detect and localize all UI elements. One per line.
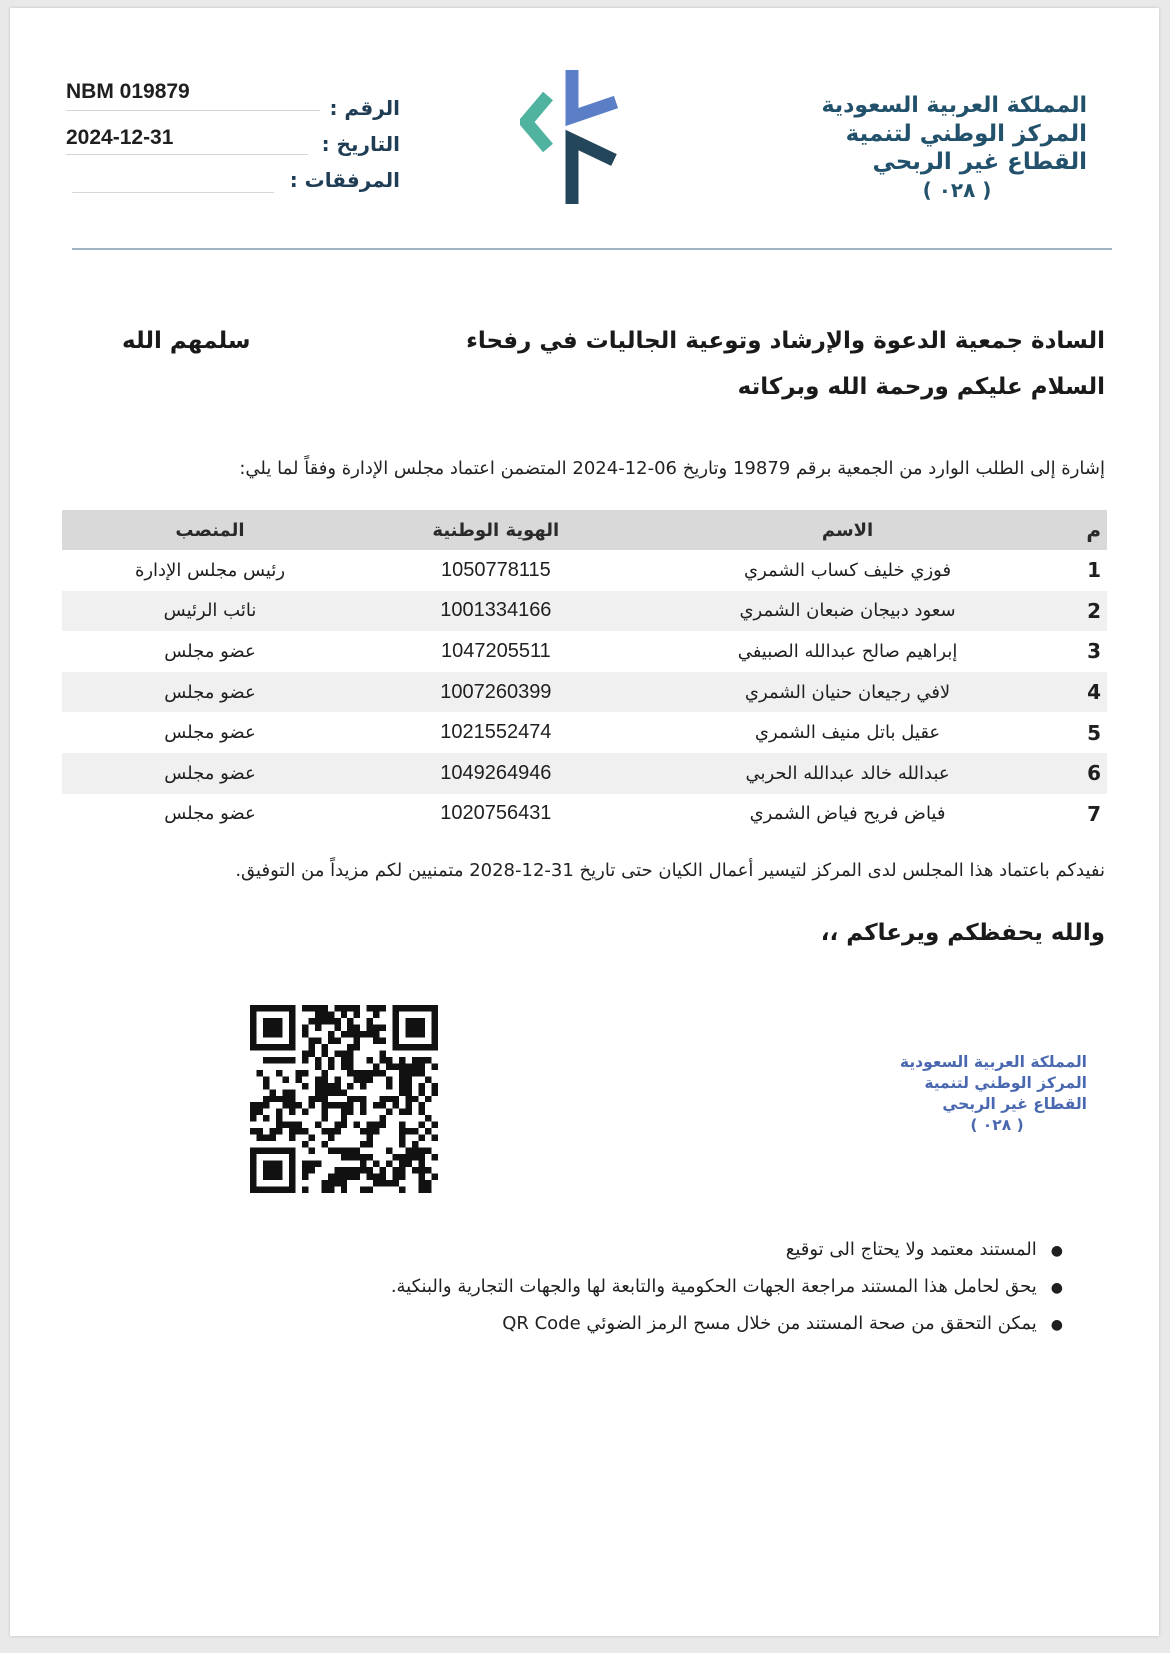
row-position: عضو مجلس bbox=[62, 753, 358, 794]
row-position: رئيس مجلس الإدارة bbox=[134, 559, 286, 581]
org-line-3: القطاع غير الربحي bbox=[872, 149, 1087, 175]
table-row bbox=[62, 591, 1107, 632]
col-header-idx: م bbox=[1061, 510, 1107, 550]
list-item bbox=[391, 1232, 1063, 1269]
note-text: المستند معتمد ولا يحتاج الى توقيع bbox=[785, 1239, 1037, 1260]
note-text: يمكن التحقق من صحة المستند من خلال مسح الرمز الضوئي QR Code bbox=[502, 1313, 1037, 1334]
meta-block bbox=[10, 68, 400, 208]
col-header-name: الاسم bbox=[634, 510, 1062, 550]
qr-code-icon[interactable] bbox=[250, 1004, 438, 1194]
row-name: فياض فريح فياض الشمري bbox=[749, 803, 946, 825]
org-name-block bbox=[767, 92, 1087, 204]
attachments-underline bbox=[72, 192, 274, 193]
row-idx: 5 bbox=[1087, 720, 1101, 745]
board-members-table bbox=[62, 510, 1107, 834]
row-position: نائب الرئيس bbox=[62, 591, 358, 632]
table-header-row bbox=[62, 510, 1107, 550]
row-national-id: 1047205511 bbox=[440, 639, 551, 662]
number-value: NBM 019879 bbox=[66, 80, 190, 103]
row-position: عضو مجلس bbox=[164, 803, 256, 825]
org-code: ( ٠٢٨ ) bbox=[922, 178, 992, 202]
row-idx: 3 bbox=[1087, 639, 1101, 664]
date-underline bbox=[66, 154, 308, 155]
stamp-line-2: المركز الوطني لتنمية bbox=[924, 1074, 1087, 1092]
attachments-label: المرفقات : bbox=[289, 168, 400, 192]
date-label: التاريخ : bbox=[321, 132, 400, 156]
row-national-id: 1020756431 bbox=[440, 802, 552, 825]
stamp-line-1: المملكة العربية السعودية bbox=[899, 1053, 1087, 1071]
bullet-icon: ● bbox=[1050, 1317, 1063, 1333]
row-idx: 1 bbox=[1087, 558, 1101, 583]
row-idx: 4 bbox=[1061, 672, 1107, 713]
table-row bbox=[62, 753, 1107, 794]
row-national-id: 1050778115 bbox=[440, 558, 551, 581]
list-item bbox=[391, 1269, 1063, 1306]
salutation-right: سلمهم الله bbox=[122, 328, 251, 354]
row-idx: 6 bbox=[1061, 753, 1107, 794]
stamp-line-3: القطاع غير الربحي bbox=[942, 1095, 1087, 1113]
row-name: إبراهيم صالح عبدالله الصبيفي bbox=[737, 640, 958, 662]
col-header-position: المنصب bbox=[62, 510, 358, 550]
intro-paragraph: إشارة إلى الطلب الوارد من الجمعية برقم 19879 وتاريخ 06-12-2024 المتضمن اعتماد مجلس الإدارة وفقاً لما يلي: bbox=[239, 458, 1105, 479]
notes-list bbox=[391, 1232, 1063, 1343]
table-row bbox=[62, 550, 1107, 591]
row-position: عضو مجلس bbox=[164, 722, 256, 744]
greeting-line: السلام عليكم ورحمة الله وبركاته bbox=[737, 374, 1105, 400]
table-row bbox=[62, 794, 1107, 835]
list-item bbox=[391, 1306, 1063, 1343]
farewell-line: والله يحفظكم ويرعاكم ،، bbox=[820, 920, 1105, 946]
header-divider bbox=[72, 248, 1112, 250]
row-name: لافي رجيعان حنيان الشمري bbox=[634, 672, 1062, 713]
note-text: يحق لحامل هذا المستند مراجعة الجهات الحكومية والتابعة لها والجهات التجارية والبنكية. bbox=[390, 1276, 1037, 1297]
row-idx: 2 bbox=[1061, 591, 1107, 632]
row-national-id: 1001334166 bbox=[358, 591, 634, 632]
stamp-code: ( ٠٢٨ ) bbox=[970, 1116, 1024, 1134]
table-row bbox=[62, 631, 1107, 672]
number-underline bbox=[66, 110, 320, 111]
row-name: عبدالله خالد عبدالله الحربي bbox=[634, 753, 1062, 794]
row-national-id: 1007260399 bbox=[358, 672, 634, 713]
stamp-org-block bbox=[867, 1052, 1087, 1136]
document-page bbox=[10, 8, 1159, 1636]
ncnp-star-logo-icon bbox=[520, 62, 630, 210]
row-name: فوزي خليف كساب الشمري bbox=[744, 559, 952, 581]
bullet-icon: ● bbox=[1050, 1243, 1063, 1259]
row-name: سعود دبيجان ضبعان الشمري bbox=[634, 591, 1062, 632]
recipient-line: السادة جمعية الدعوة والإرشاد وتوعية الجاليات في رفحاء bbox=[466, 328, 1105, 354]
date-value: 2024-12-31 bbox=[66, 126, 174, 149]
org-line-1: المملكة العربية السعودية bbox=[821, 93, 1087, 118]
row-position: عضو مجلس bbox=[164, 640, 256, 662]
closing-paragraph: نفيدكم باعتماد هذا المجلس لدى المركز لتيسير أعمال الكيان حتى تاريخ 31-12-2028 متمنيين لكم مزيداً من التوفيق. bbox=[235, 860, 1105, 881]
row-idx: 7 bbox=[1087, 801, 1101, 826]
row-name: عقيل باتل منيف الشمري bbox=[754, 722, 941, 744]
table-row bbox=[62, 672, 1107, 713]
table-row bbox=[62, 712, 1107, 753]
number-label: الرقم : bbox=[329, 96, 400, 120]
org-line-2: المركز الوطني لتنمية bbox=[845, 121, 1087, 147]
row-national-id: 1049264946 bbox=[358, 753, 634, 794]
col-header-national-id: الهوية الوطنية bbox=[358, 510, 634, 550]
row-position: عضو مجلس bbox=[62, 672, 358, 713]
row-national-id: 1021552474 bbox=[440, 721, 552, 744]
bullet-icon: ● bbox=[1050, 1280, 1063, 1296]
